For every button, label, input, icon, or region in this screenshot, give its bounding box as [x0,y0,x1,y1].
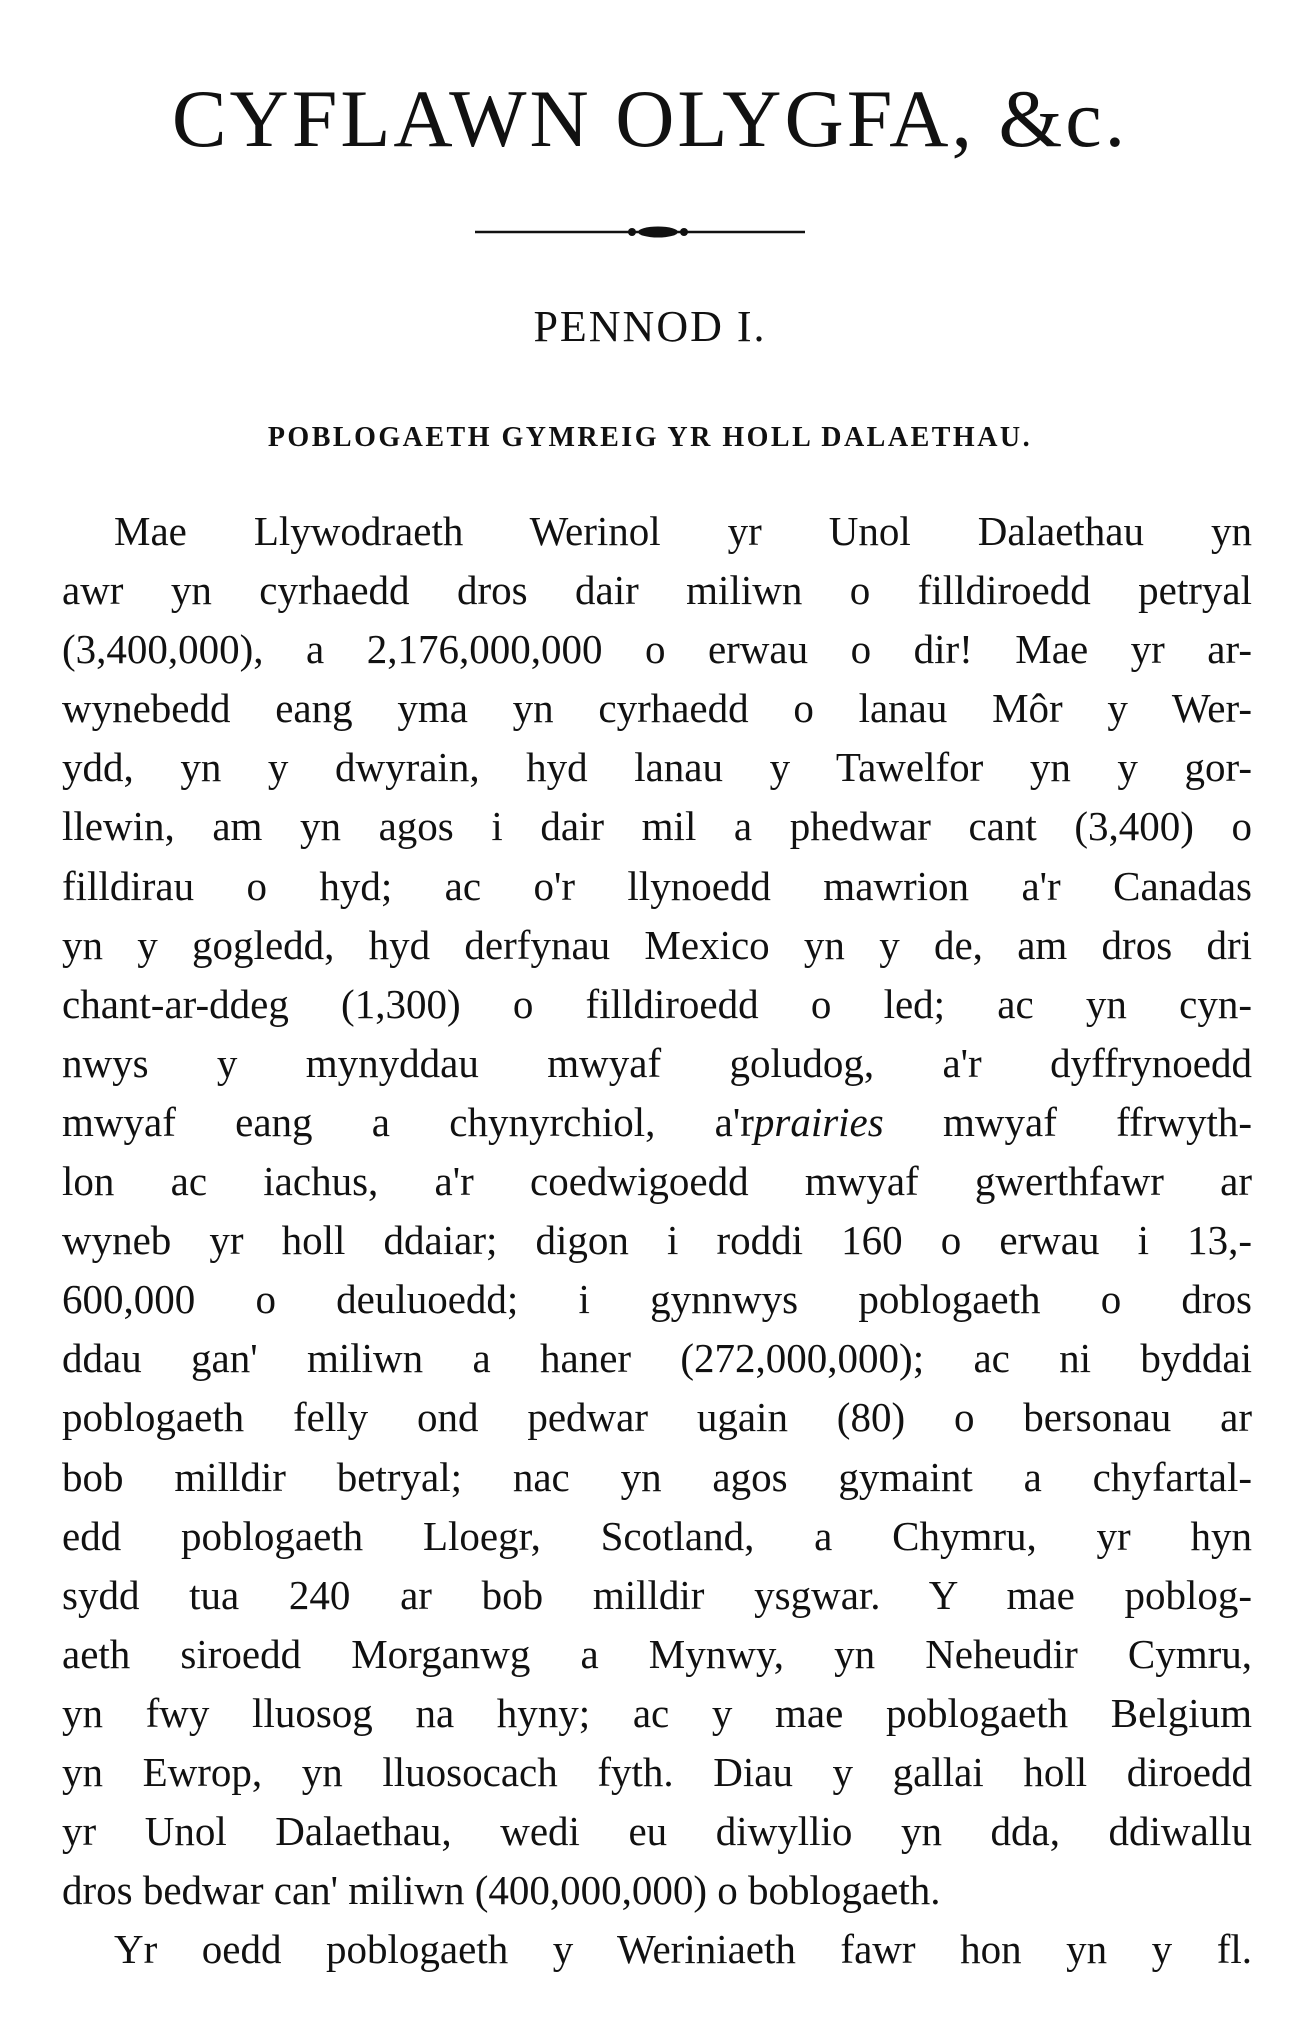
text-line: nwys y mynyddau mwyaf goludog, a'r dyffrynoedd [62,1039,1252,1086]
body-text [62,502,1252,1979]
text-line: wynebedd eang yma yn cyrhaedd o lanau Môr y Wer- [62,685,1252,732]
text-line: (3,400,000), a 2,176,000,000 o erwau o dir! Mae yr ar- [62,626,1252,673]
text-line: yr Unol Dalaethau, wedi eu diwyllio yn dda, ddiwallu [62,1808,1252,1855]
text-line: ddau gan' miliwn a haner (272,000,000); ac ni byddai [62,1335,1252,1382]
text-segment: mwyaf ffrwyth- [883,1098,1252,1145]
text-line: Yr oedd poblogaeth y Weriniaeth fawr hon yn y fl. [114,1926,1252,1973]
text-line: dros bedwar can' miliwn (400,000,000) o boblogaeth. [62,1867,941,1914]
text-line: yn fwy lluosog na hyny; ac y mae poblogaeth Belgium [62,1689,1252,1736]
text-line: lon ac iachus, a'r coedwigoedd mwyaf gwerthfawr ar [62,1158,1252,1205]
italic-word: prairies [753,1098,884,1145]
text-line: filldirau o hyd; ac o'r llynoedd mawrion a'r Canadas [62,862,1252,909]
text-line: chant-ar-ddeg (1,300) o filldiroedd o led; ac yn cyn- [62,980,1252,1027]
text-line: yn Ewrop, yn lluosocach fyth. Diau y gallai holl diroedd [62,1748,1252,1795]
text-line: awr yn cyrhaedd dros dair miliwn o filldiroedd petryal [62,567,1252,614]
text-line: bob milldir betryal; nac yn agos gymaint a chyfartal- [62,1453,1252,1500]
text-line: poblogaeth felly ond pedwar ugain (80) o bersonau ar [62,1394,1252,1441]
text-line: edd poblogaeth Lloegr, Scotland, a Chymru, yr hyn [62,1512,1252,1559]
section-heading: POBLOGAETH GYMREIG YR HOLL DALAETHAU. [267,422,1033,453]
text-line: Mae Llywodraeth Werinol yr Unol Dalaethau yn [114,508,1252,554]
chapter-heading: PENNOD I. [533,302,767,351]
page-title: CYFLAWN OLYGFA, &c. [171,73,1129,164]
text-segment: mwyaf eang a chynyrchiol, a'r [62,1098,754,1145]
ornament-divider [475,222,805,242]
text-line: wyneb yr holl ddaiar; digon i roddi 160 o erwau i 13,- [62,1217,1252,1264]
text-line: sydd tua 240 ar bob milldir ysgwar. Y mae poblog- [62,1571,1252,1618]
text-line: 600,000 o deuluoedd; i gynnwys poblogaeth o dros [62,1276,1252,1323]
text-line: llewin, am yn agos i dair mil a phedwar cant (3,400) o [62,803,1252,850]
text-line: aeth siroedd Morganwg a Mynwy, yn Neheudir Cymru, [62,1630,1252,1677]
text-line: ydd, yn y dwyrain, hyd lanau y Tawelfor yn y gor- [62,744,1252,791]
text-line: yn y gogledd, hyd derfynau Mexico yn y de, am dros dri [62,921,1252,968]
text-line-with-italic [62,1093,1252,1152]
